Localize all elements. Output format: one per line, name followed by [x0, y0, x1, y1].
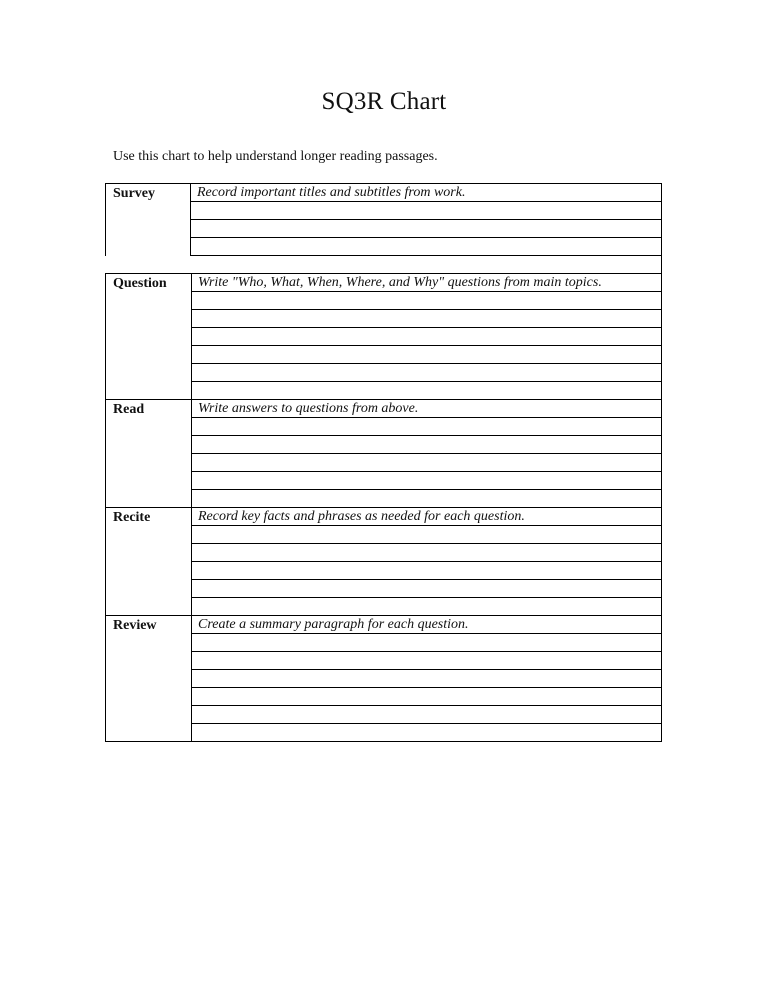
writing-line[interactable] — [192, 724, 661, 741]
sq3r-chart-table — [105, 183, 662, 742]
writing-line[interactable] — [192, 526, 661, 544]
section-lines-question — [192, 274, 661, 399]
writing-line[interactable] — [192, 598, 661, 615]
writing-line[interactable] — [191, 220, 661, 238]
writing-line[interactable] — [192, 580, 661, 598]
writing-line[interactable] — [191, 256, 661, 273]
section-review — [105, 616, 662, 742]
writing-line[interactable] — [192, 418, 661, 436]
writing-line[interactable] — [192, 688, 661, 706]
writing-line[interactable] — [192, 310, 661, 328]
section-read — [105, 400, 662, 508]
writing-line[interactable] — [192, 364, 661, 382]
writing-line[interactable] — [191, 202, 661, 220]
instruction-line-question: Write "Who, What, When, Where, and Why" questions from main topics. — [192, 274, 661, 292]
writing-line[interactable] — [192, 670, 661, 688]
page-title: SQ3R Chart — [321, 88, 447, 115]
instruction-line-recite: Record key facts and phrases as needed for each question. — [192, 508, 661, 526]
writing-line[interactable] — [192, 490, 661, 507]
section-question — [105, 274, 662, 400]
writing-line[interactable] — [192, 562, 661, 580]
writing-line[interactable] — [192, 382, 661, 399]
section-label-recite: Recite — [106, 508, 192, 615]
writing-line[interactable] — [192, 346, 661, 364]
section-lines-recite — [192, 508, 661, 615]
writing-line[interactable] — [192, 634, 661, 652]
writing-line[interactable] — [192, 652, 661, 670]
instruction-line-survey: Record important titles and subtitles from work. — [191, 184, 661, 202]
intro-text: Use this chart to help understand longer reading passages. — [113, 149, 438, 164]
writing-line[interactable] — [192, 328, 661, 346]
instruction-line-review: Create a summary paragraph for each question. — [192, 616, 661, 634]
section-label-survey: Survey — [105, 184, 191, 256]
section-lines-read — [192, 400, 661, 507]
section-survey — [105, 184, 662, 274]
section-label-read: Read — [106, 400, 192, 507]
section-lines-review — [192, 616, 661, 741]
writing-line[interactable] — [192, 472, 661, 490]
writing-line[interactable] — [192, 706, 661, 724]
writing-line[interactable] — [192, 292, 661, 310]
section-label-review: Review — [106, 616, 192, 741]
writing-line[interactable] — [192, 454, 661, 472]
section-recite — [105, 508, 662, 616]
writing-line[interactable] — [192, 544, 661, 562]
writing-line[interactable] — [192, 436, 661, 454]
section-lines-survey — [191, 184, 661, 273]
section-label-question: Question — [106, 274, 192, 399]
writing-line[interactable] — [191, 238, 661, 256]
instruction-line-read: Write answers to questions from above. — [192, 400, 661, 418]
